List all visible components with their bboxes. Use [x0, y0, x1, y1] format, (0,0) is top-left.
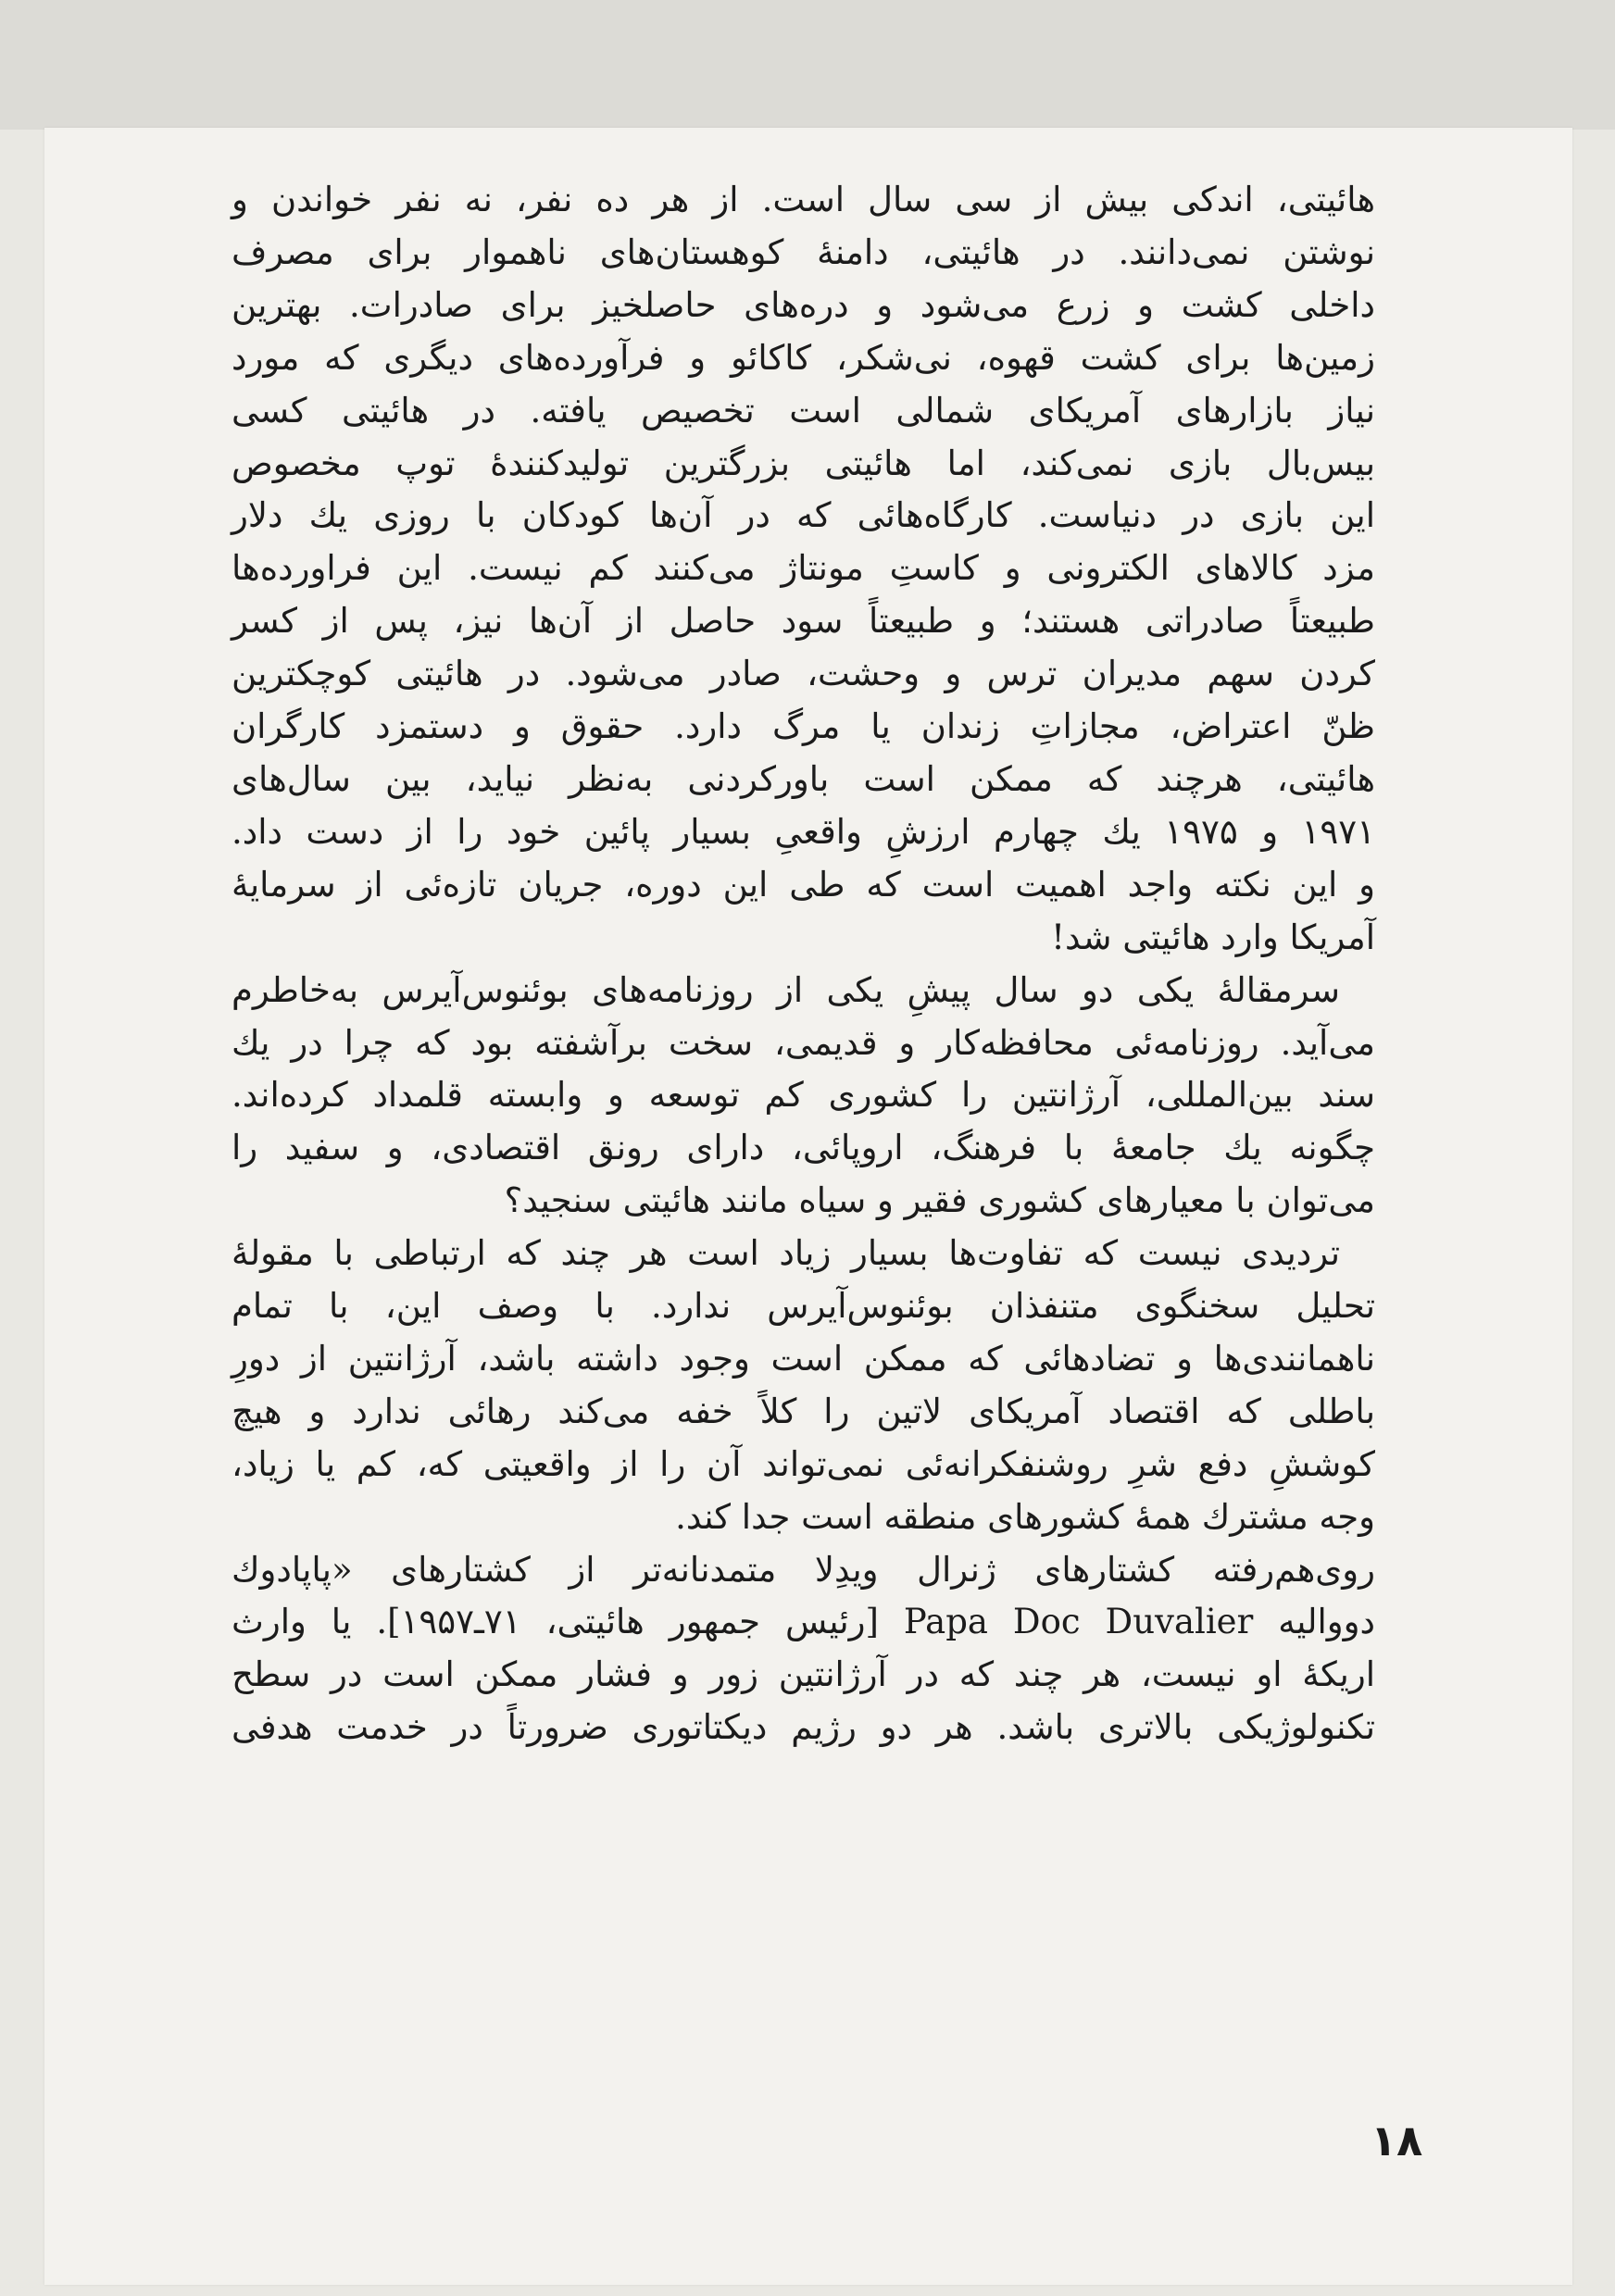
text-line: ناهمانندی‌ها و تضادهائی که ممکن است وجود داشته باشد، آرژانتین از دورِ	[232, 1338, 1375, 1379]
text-line: هائیتی، اندکی بیش از سی سال است. از هر ده نفر، نه نفر خواندن و	[232, 180, 1375, 219]
text-line: می‌آید. روزنامه‌ئی محافظه‌کار و قدیمی، سخت برآشفته بود که چرا در یك	[232, 1022, 1375, 1063]
text-line: ظنّ اعتراض، مجازاتِ زندان یا مرگ دارد. حقوق و دستمزد کارگران	[232, 706, 1375, 747]
text-line: کوششِ دفع شرِ روشنفکرانه‌ئی نمی‌تواند آن را از واقعیتی که، کم یا زیاد،	[232, 1443, 1375, 1484]
text-line: ۱۹۷۱ و ۱۹۷۵ یك چهارم ارزشِ واقعیِ بسیار پائین خود را از دست داد.	[232, 811, 1375, 852]
text-line: بیس‌بال بازی نمی‌کند، اما هائیتی بزرگترین تولیدکنندهٔ توپ مخصوص	[232, 443, 1375, 483]
text-line: زمین‌ها برای کشت قهوه، نی‌شکر، کاکائو و فرآورده‌های دیگری که مورد	[232, 337, 1375, 378]
text-line: و این نکته واجد اهمیت است که طی این دوره، جریان تازه‌ئی از سرمایهٔ	[232, 864, 1375, 905]
text-line: روی‌هم‌رفته کشتارهای ژنرال ویدِلا متمدنانه‌تر از کشتارهای «پاپادوك	[232, 1549, 1375, 1590]
text-line: وجه مشترك همهٔ کشورهای منطقه است جدا کند.	[675, 1496, 1375, 1537]
text-line: داخلی کشت و زرع می‌شود و دره‌های حاصلخیز برای صادرات. بهترین	[232, 284, 1375, 325]
text-line: نوشتن نمی‌دانند. در هائیتی، دامنهٔ کوهستان‌های ناهموار برای مصرف	[232, 231, 1375, 272]
text-line: کردن سهم مدیران ترس و وحشت، صادر می‌شود. در هائیتی کوچکترین	[232, 654, 1375, 694]
text-line: چگونه یك جامعهٔ با فرهنگ، اروپائی، دارای رونق اقتصادی، و سفید را	[232, 1128, 1375, 1168]
text-line: تحلیل سخنگوی متنفذان بوئنوس‌آیرس ندارد. با وصف این، با تمام	[232, 1286, 1375, 1327]
text-line: طبیعتاً صادراتی هستند؛ و طبیعتاً سود حاصل از آن‌ها نیز، پس از کسر	[232, 601, 1375, 642]
body-text	[232, 174, 1375, 1754]
text-line: این بازی در دنیاست. کارگاه‌هائی که در آن‌ها کودکان با روزی یك دلار	[232, 495, 1375, 536]
text-line: آمریکا وارد هائیتی شد!	[1051, 917, 1375, 957]
text-line: باطلی که اقتصاد آمریکای لاتین را کلاً خفه می‌کند رهائی ندارد و هیچ	[232, 1391, 1375, 1431]
text-line: تکنولوژیکی بالاتری باشد. هر دو رژیم دیکتاتوری ضرورتاً در خدمت هدفی	[232, 1707, 1375, 1748]
text-line: سرمقالهٔ یکی دو سال پیشِ یکی از روزنامه‌های بوئنوس‌آیرس به‌خاطرم	[232, 969, 1340, 1010]
text-line: مزد کالاهای الکترونی و کاستِ مونتاژ می‌کنند کم نیست. این فراورده‌ها	[232, 548, 1375, 589]
text-line: دووالیه Papa Doc Duvalier [رئیس جمهور هائیتی، ۷۱ـ۱۹۵۷]. یا وارث	[232, 1602, 1375, 1642]
text-line: می‌توان با معیارهای کشوری فقیر و سیاه مانند هائیتی سنجید؟	[504, 1180, 1375, 1221]
text-line: اریکهٔ او نیست، هر چند که در آرژانتین زور و فشار ممکن است در سطح	[232, 1654, 1375, 1695]
scan-top-band	[0, 0, 1615, 130]
text-line: نیاز بازارهای آمریکای شمالی است تخصیص یافته. در هائیتی کسی	[232, 390, 1375, 430]
page-number: ۱۸	[1371, 2115, 1423, 2165]
text-line: سند بین‌المللی، آرژانتین را کشوری کم توسعه و وابسته قلمداد کرده‌اند.	[232, 1075, 1375, 1116]
text-line: تردیدی نیست که تفاوت‌ها بسیار زیاد است هر چند که ارتباطی با مقولهٔ	[232, 1233, 1340, 1274]
text-line: هائیتی، هرچند که ممکن است باورکردنی به‌نظر نیاید، بین سال‌های	[232, 758, 1375, 799]
